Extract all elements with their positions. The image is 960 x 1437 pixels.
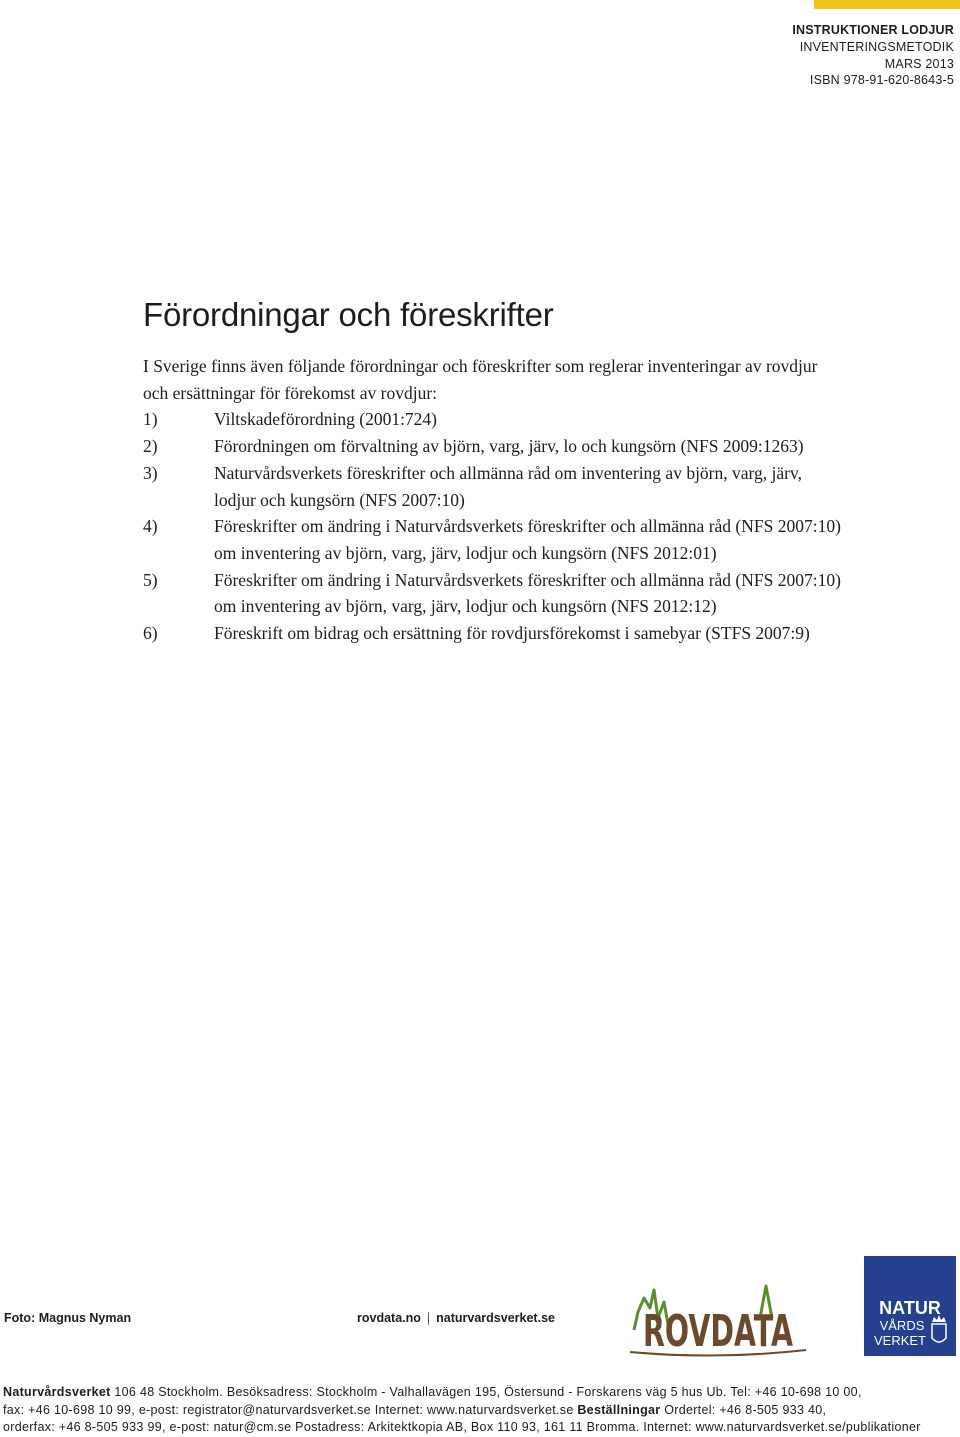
document-category: INSTRUKTIONER LODJUR — [792, 23, 954, 37]
list-item-text: Föreskrifter om ändring i Naturvårdsverkets föreskrifter och allmänna råd (NFS 2007:10) om inventering av björn, varg, järv, lodjur och kungsörn (NFS 2012:12) — [214, 569, 841, 617]
document-date: MARS 2013 — [884, 56, 954, 71]
document-isbn: ISBN 978-91-620-8643-5 — [809, 73, 954, 87]
list-item — [143, 620, 843, 647]
list-item-number: 5) — [143, 569, 158, 590]
list-item — [143, 513, 843, 566]
list-item-text: Föreskrift om bidrag och ersättning för rovdjursförekomst i samebyar (STFS 2007:9) — [214, 623, 810, 644]
list-item — [143, 460, 843, 513]
footer-line-2 — [3, 1402, 957, 1420]
regulation-list — [143, 406, 843, 646]
header-accent-bar — [814, 0, 960, 9]
list-item-text: Naturvårdsverkets föreskrifter och allmänna råd om inventering av björn, varg, järv, lodjur och kungsörn (NFS 2007:10) — [214, 462, 802, 510]
footer-line-3: orderfax: +46 8-505 933 99, e-post: natur@cm.se Postadress: Arkitektkopia AB, Box 110 93, 161 11 Bromma. Internet: www.naturvardsverket.se/publikationer — [3, 1420, 921, 1434]
document-meta — [792, 22, 954, 89]
list-item-number: 2) — [143, 436, 158, 457]
body-text — [143, 353, 843, 647]
footer-order-phone: Ordertel: +46 8-505 933 40, — [660, 1402, 827, 1417]
footer-line-1 — [3, 1384, 957, 1402]
nv-logo-line3: VERKET — [873, 1333, 927, 1348]
footer-address-text: 106 48 Stockholm. Besöksadress: Stockholm - Valhallavägen 195, Östersund - Forskarens väg 5 hus Ub. Tel: +46 10-698 10 00, — [110, 1385, 862, 1399]
naturvardsverket-logo — [864, 1256, 956, 1356]
intro-paragraph: I Sverige finns även följande förordningar och föreskrifter som reglerar inventeringar av rovdjur och ersättningar för förekomst av rovdjur: — [143, 356, 818, 403]
footer-address — [3, 1384, 957, 1437]
photo-credit: Foto: Magnus Nyman — [4, 1311, 132, 1325]
list-item — [143, 433, 843, 460]
list-item — [143, 406, 843, 433]
nv-logo-line1: NATUR — [879, 1298, 941, 1318]
list-item-number: 6) — [143, 623, 158, 644]
footer-contact-text: fax: +46 10-698 10 99, e-post: registrator@naturvardsverket.se Internet: www.naturvardsverket.se — [3, 1402, 578, 1417]
rovdata-wordmark: ROVDATA — [643, 1306, 793, 1357]
footer-links — [357, 1311, 555, 1325]
rovdata-link[interactable]: rovdata.no — [357, 1311, 421, 1325]
list-item-number: 3) — [143, 462, 158, 483]
page-title: Förordningar och föreskrifter — [143, 296, 554, 333]
list-item-number: 4) — [143, 516, 158, 537]
list-item — [143, 567, 843, 620]
document-method: INVENTERINGSMETODIK — [799, 40, 954, 54]
link-separator: | — [426, 1311, 431, 1325]
nv-logo-line2: VÅRDS — [879, 1318, 925, 1333]
list-item-text: Förordningen om förvaltning av björn, varg, järv, lo och kungsörn (NFS 2009:1263) — [214, 436, 804, 457]
rovdata-logo — [628, 1278, 808, 1360]
footer-org-name: Naturvårdsverket — [3, 1385, 111, 1399]
list-item-number: 1) — [143, 409, 158, 430]
naturvardsverket-link[interactable]: naturvardsverket.se — [436, 1311, 555, 1325]
list-item-text: Föreskrifter om ändring i Naturvårdsverkets föreskrifter och allmänna råd (NFS 2007:10) om inventering av björn, varg, järv, lodjur och kungsörn (NFS 2012:01) — [214, 516, 841, 563]
footer-orders-label: Beställningar — [577, 1402, 661, 1417]
list-item-text: Viltskadeförordning (2001:724) — [214, 409, 438, 430]
